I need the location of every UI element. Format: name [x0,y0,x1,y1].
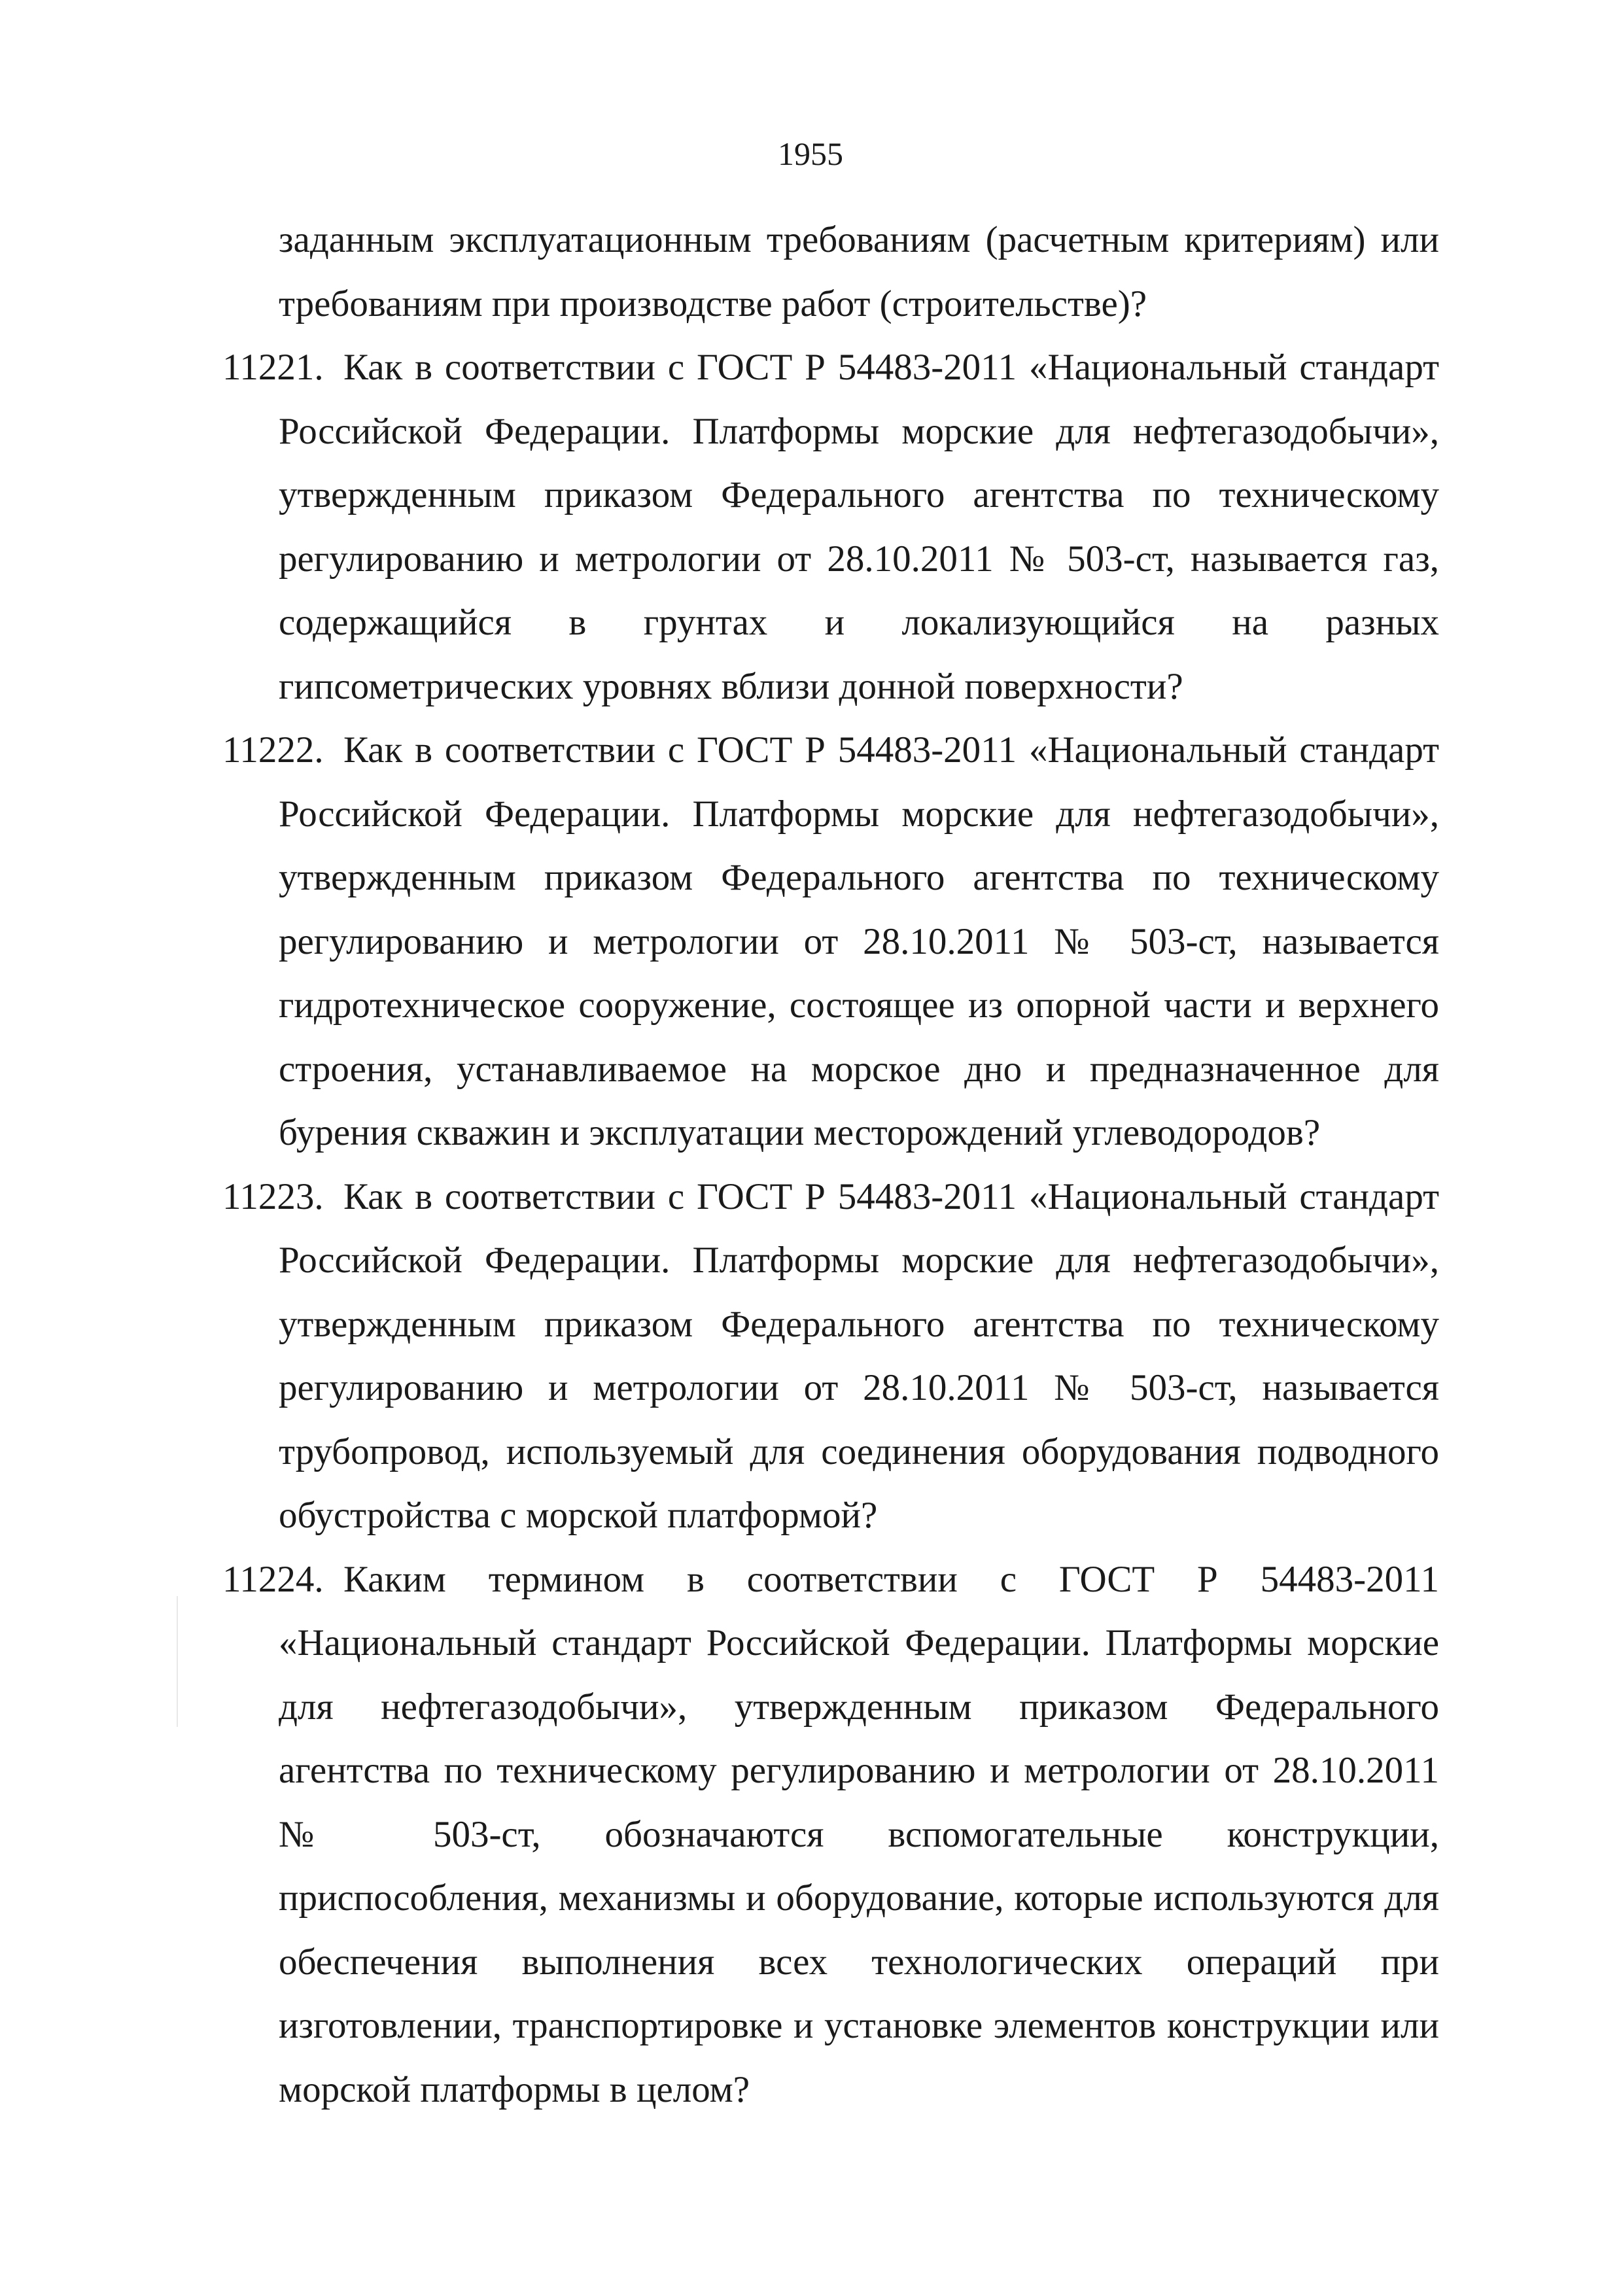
question-text [279,718,1439,1165]
question-text [279,1165,1439,1548]
question-text-content: Как в соответствии с ГОСТ Р 54483-2011 «Национальный стандарт Российской Федерации. Платформы морские для нефтегазодобычи», утвержденным приказом Федерального агентства по техническому регулированию и метрологии от 28.10.2011 № 503-ст, называется газ, содержащийся в грунтах и локализующийся на разных гипсометрических уровнях вблизи донной поверхности? [279,347,1439,707]
question-item [222,336,1439,718]
scan-margin-mark [177,1596,178,1727]
question-number: 11222. [222,729,324,771]
question-item [222,1548,1439,2122]
question-text-content: Каким термином в соответствии с ГОСТ Р 54483-2011 «Национальный стандарт Российской Федерации. Платформы морские для нефтегазодобычи», утвержденным приказом Федерального агентства по техническому регулированию и метрологии от 28.10.2011 № 503-ст, обозначаются вспомогательные конструкции, приспособления, механизмы и оборудование, которые используются для обеспечения выполнения всех технологических операций при изготовлении, транспортировке и установке элементов конструкции или морской платформы в целом? [279,1558,1439,2110]
question-number: 11221. [222,347,324,388]
continuation-paragraph: заданным эксплуатационным требованиям (расчетным критериям) или требованиям при производстве работ (строительстве)? [279,219,1439,324]
question-number: 11223. [222,1175,324,1217]
question-text [279,1548,1439,2122]
question-number: 11224. [222,1558,324,1600]
question-item [222,718,1439,1165]
page-number: 1955 [778,135,843,172]
question-text-content: Как в соответствии с ГОСТ Р 54483-2011 «Национальный стандарт Российской Федерации. Платформы морские для нефтегазодобычи», утвержденным приказом Федерального агентства по техническому регулированию и метрологии от 28.10.2011 № 503-ст, называется гидротехническое сооружение, состоящее из опорной части и верхнего строения, устанавливаемое на морское дно и предназначенное для бурения скважин и эксплуатации месторождений углеводородов? [279,729,1439,1153]
question-text [279,336,1439,718]
question-item [222,1165,1439,1548]
question-text-content: Как в соответствии с ГОСТ Р 54483-2011 «Национальный стандарт Российской Федерации. Платформы морские для нефтегазодобычи», утвержденным приказом Федерального агентства по техническому регулированию и метрологии от 28.10.2011 № 503-ст, называется трубопровод, используемый для соединения оборудования подводного обустройства с морской платформой? [279,1175,1439,1536]
page-content [222,208,1439,2121]
